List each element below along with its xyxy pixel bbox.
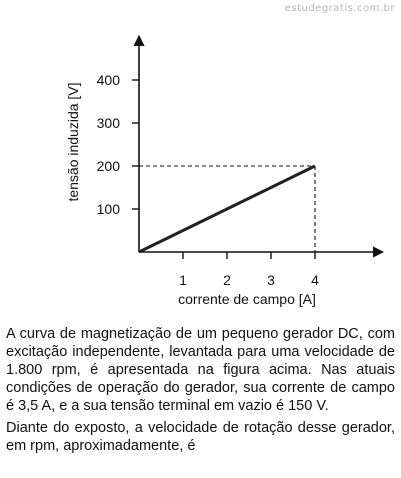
magnetization-curve xyxy=(139,166,315,252)
x-tick-label: 4 xyxy=(311,272,319,288)
x-tick-label: 2 xyxy=(223,272,231,288)
y-tick-label: 400 xyxy=(96,72,120,88)
y-axis-label: tensão induzida [V] xyxy=(65,82,81,202)
question-text xyxy=(6,325,395,459)
y-tick-label: 100 xyxy=(96,201,120,217)
watermark: estudegratis.com.br xyxy=(284,3,395,14)
x-axis-label: corrente de campo [A] xyxy=(178,291,316,307)
axes xyxy=(139,36,383,252)
y-tick-label: 200 xyxy=(96,158,120,174)
data-series xyxy=(139,166,315,252)
question-paragraph-2: Diante do exposto, a velocidade de rotação desse gerador, em rpm, aproximadamente, é xyxy=(6,420,395,454)
x-tick-label: 1 xyxy=(179,272,187,288)
question-paragraph-1: A curva de magnetização de um pequeno gerador DC, com excitação independente, levantada para uma velocidade de 1.800 rpm, é apresentada na figura acima. Nas atuais condições de operação do gerador, sua corrente de campo é 3,5 A, e a sua tensão terminal em vazio é 150 V. xyxy=(6,326,395,414)
x-tick-label: 3 xyxy=(267,272,275,288)
y-tick-label: 300 xyxy=(96,115,120,131)
